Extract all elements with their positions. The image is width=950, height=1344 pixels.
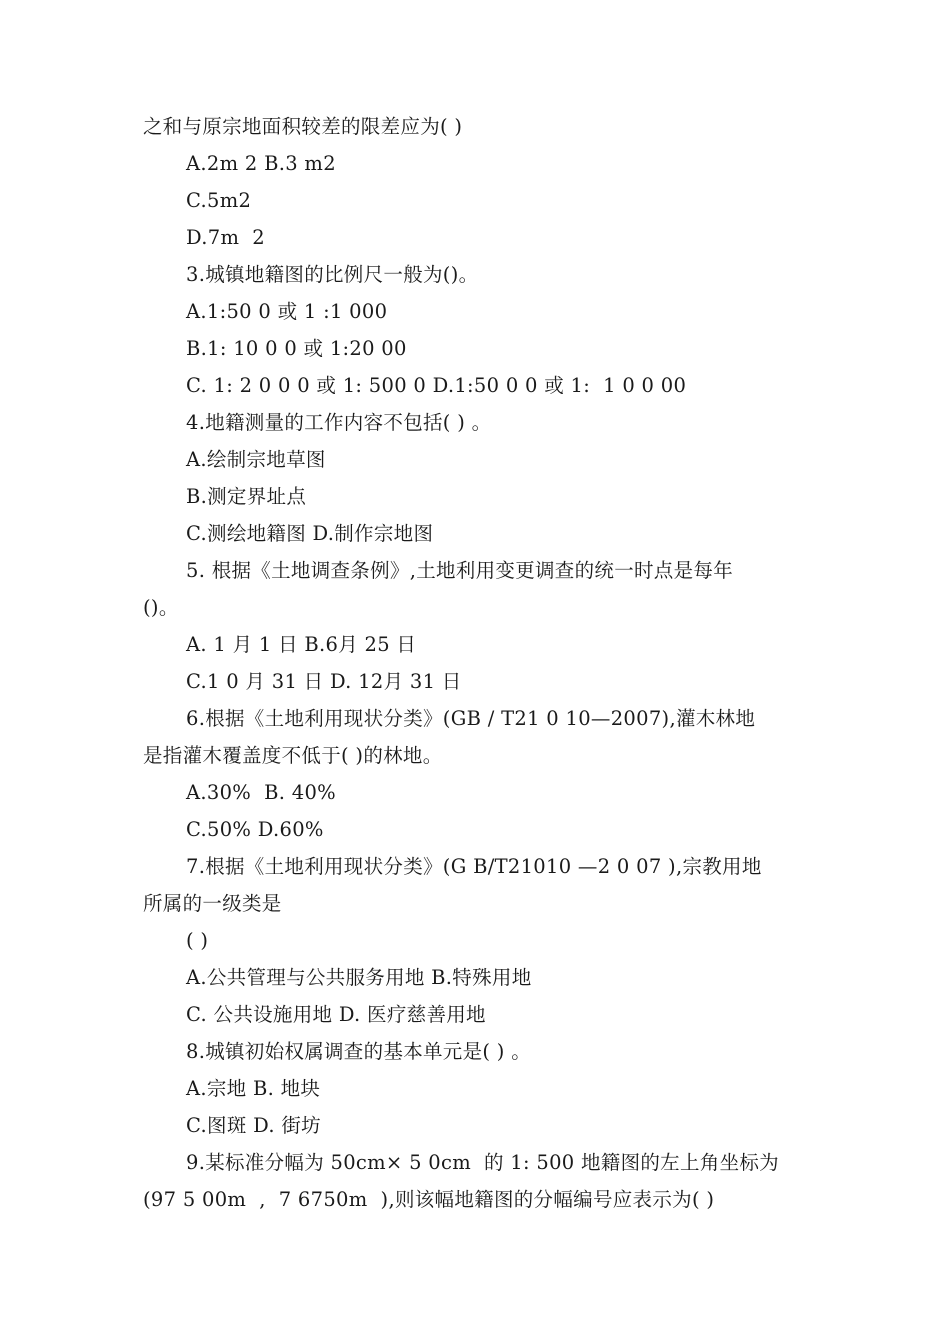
question-7-continued: 所属的一级类是	[143, 892, 282, 915]
option-line: B.1: 10 0 0 或 1:20 00	[186, 337, 407, 360]
option-line: A.宗地 B. 地块	[186, 1077, 321, 1100]
option-line: C.1 0 月 31 日 D. 12月 31 日	[186, 670, 462, 693]
question-9-continued: (97 5 00m , 7 6750m ),则该幅地籍图的分幅编号应表示为( )	[143, 1188, 715, 1211]
option-line: C. 公共设施用地 D. 医疗慈善用地	[186, 1003, 486, 1026]
question-6-continued: 是指灌木覆盖度不低于( )的林地。	[143, 744, 443, 767]
option-line: C.50% D.60%	[186, 818, 324, 841]
option-line: A.1:50 0 或 1 :1 000	[186, 300, 388, 323]
option-line: C. 1: 2 0 0 0 或 1: 500 0 D.1:50 0 0 或 1: 1 0 0 00	[186, 374, 687, 397]
option-line: C.5m2	[186, 189, 252, 212]
option-line: D.7m 2	[186, 226, 265, 249]
question-4: 4.地籍测量的工作内容不包括( ) 。	[186, 411, 492, 434]
option-line: B.测定界址点	[186, 485, 307, 508]
question-7: 7.根据《土地利用现状分类》(G B/T21010 —2 0 07 ),宗教用地	[186, 855, 762, 878]
text-line: 之和与原宗地面积较差的限差应为( )	[143, 115, 463, 138]
question-9: 9.某标准分幅为 50cm× 5 0cm 的 1: 500 地籍图的左上角坐标为	[186, 1151, 779, 1174]
option-line: A.2m 2 B.3 m2	[186, 152, 336, 175]
option-line: A.30% B. 40%	[186, 781, 336, 804]
option-line: A.绘制宗地草图	[186, 448, 326, 471]
question-5: 5. 根据《土地调查条例》,土地利用变更调查的统一时点是每年	[186, 559, 734, 582]
option-line: C.图斑 D. 街坊	[186, 1114, 321, 1137]
option-line: C.测绘地籍图 D.制作宗地图	[186, 522, 434, 545]
question-5-continued: ()。	[143, 596, 179, 619]
question-6: 6.根据《土地利用现状分类》(GB / T21 0 10—2007),灌木林地	[186, 707, 756, 730]
option-line: A. 1 月 1 日 B.6月 25 日	[186, 633, 417, 656]
option-line: A.公共管理与公共服务用地 B.特殊用地	[186, 966, 532, 989]
question-8: 8.城镇初始权属调查的基本单元是( ) 。	[186, 1040, 532, 1063]
question-3: 3.城镇地籍图的比例尺一般为()。	[186, 263, 479, 286]
question-7-blank: ( )	[186, 929, 209, 952]
